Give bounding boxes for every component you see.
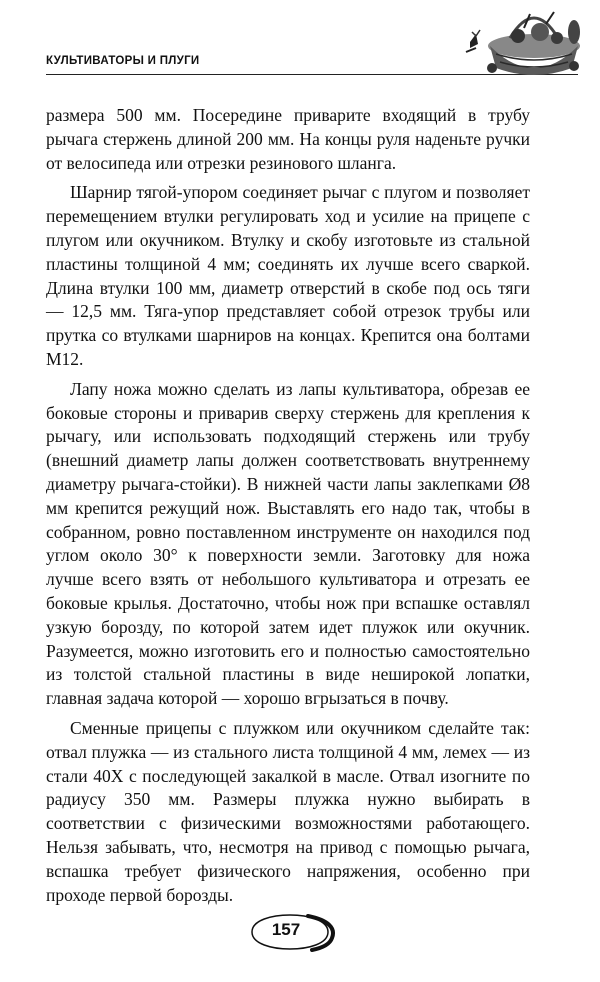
page-number: 157 xyxy=(271,920,301,939)
paragraph: Шарнир тягой-упором соединяет рычаг с плугом и позволяет перемещением втулки регулировать ход и усилие на прицепе с плугом или окучником. Втулку и скобу изготовьте из стальной пластины толщиной 4 мм; соединять их лучше всего сваркой. Длина втулки 100 мм, диаметр отверстий в скобе под ось тяги — 12,5 мм. Тяга-упор представляет собой отрезок трубы или прутка со втулками шарниров на концах. Крепится она болтами М12. xyxy=(46,182,530,369)
gardening-basket-icon xyxy=(462,6,588,76)
paragraph: размера 500 мм. Посередине приварите входящий в трубу рычага стержень длиной 200 мм. На концы руля наденьте ручки от велосипеда или отрезки резинового шланга. xyxy=(46,105,530,173)
body-text xyxy=(46,104,530,913)
paragraph: Лапу ножа можно сделать из лапы культиватора, обрезав ее боковые стороны и приварив сверху стержень для крепления к рычагу, или использовать подходящий стержень или трубу (внешний диаметр лапы должен соответствовать внутреннему диаметру рычага-стойки). В нижней части лапы заклепками Ø8 мм крепится режущий нож. Выставлять его надо так, чтобы в собранном, ровно поставленном инструменте он находился под углом около 30° к поверхности земли. Заготовку для ножа лучше всего взять от небольшого культиватора и отрезать ее боковые крылья. Достаточно, чтобы нож при вспашке оставлял узкую борозду, по которой затем идет плужок или окучник. Разумеется, можно изготовить его и полностью самостоятельно из толстой стальной пластины в виде неширокой лопатки, главная задача которой — хорошо вгрызаться в почву. xyxy=(46,378,530,709)
paragraph: Сменные прицепы с плужком или окучником сделайте так: отвал плужка — из стального листа толщиной 4 мм, лемех — из стали 40Х с последующей закалкой в масле. Отвал изогните по радиусу 350 мм. Размеры плужка нужно выбирать в соответствии с физическими возможностями работающего. Нельзя забывать, что, несмотря на привод с помощью рычага, вспашка требует физического напряжения, особенно при проходе первой борозды. xyxy=(46,717,530,905)
running-title: КУЛЬТИВАТОРЫ И ПЛУГИ xyxy=(46,55,200,67)
